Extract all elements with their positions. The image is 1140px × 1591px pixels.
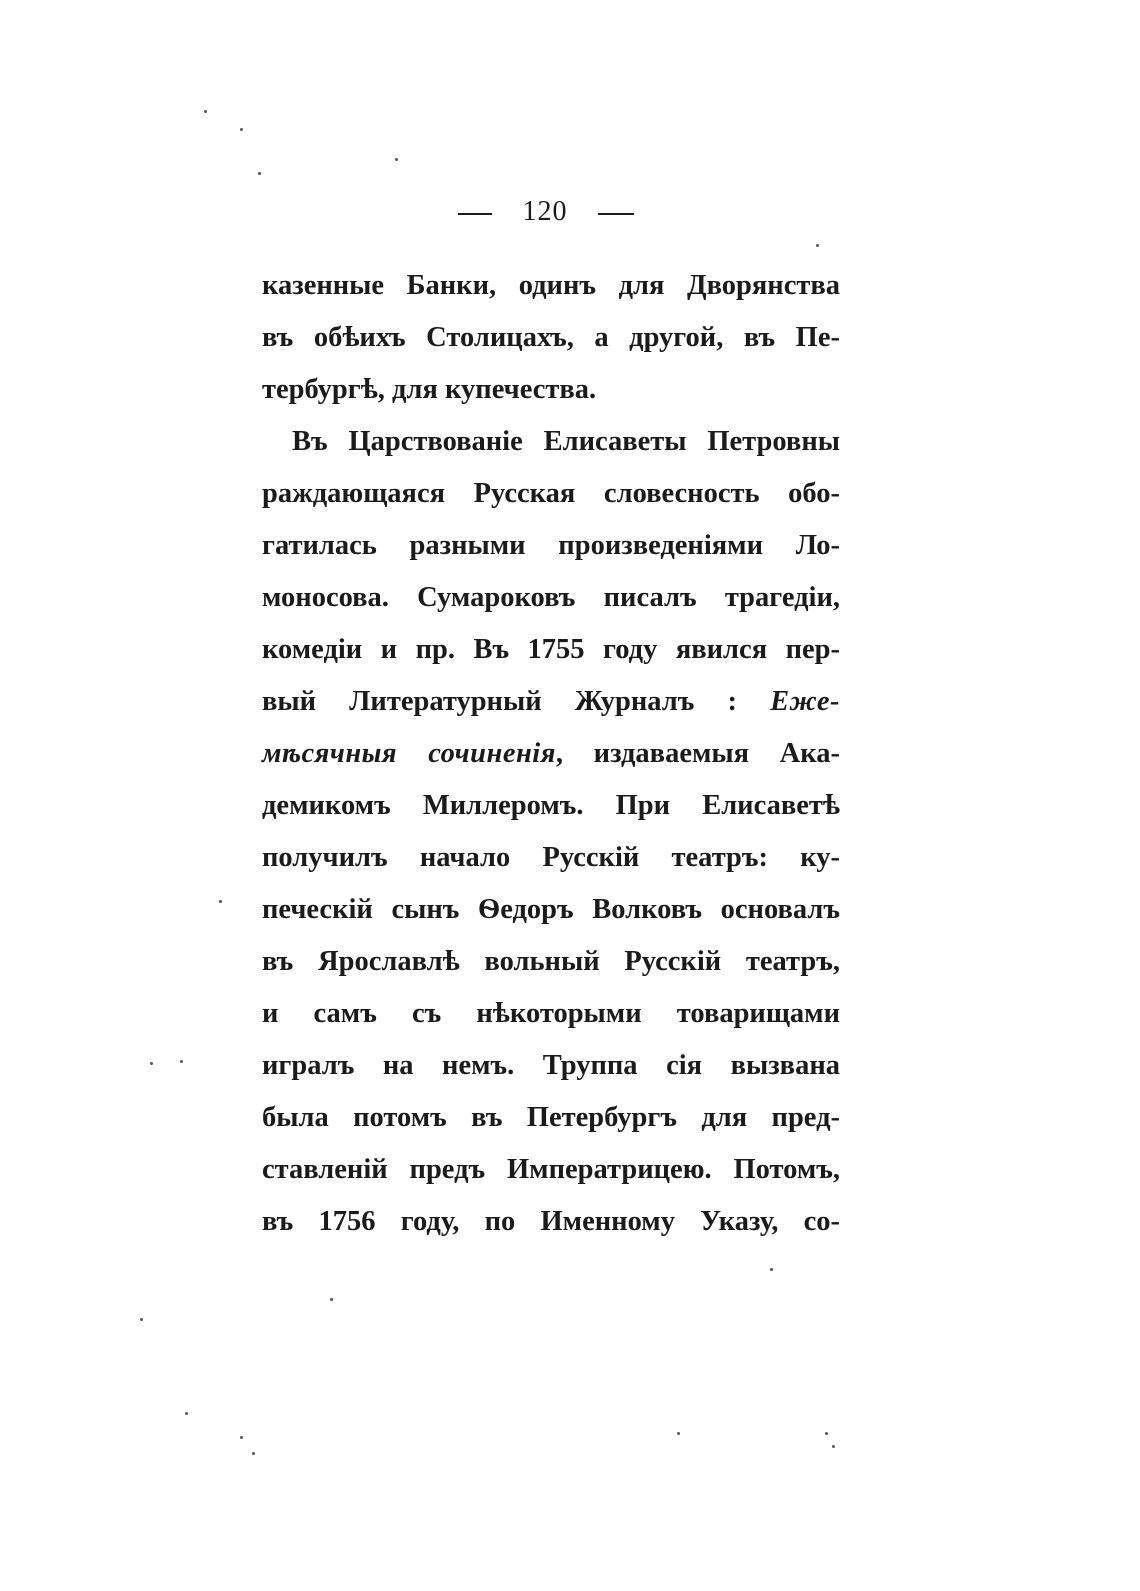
text-line-14: въ Ярославлѣ вольный Русскій театръ,	[262, 946, 840, 977]
scan-speck	[258, 172, 261, 175]
scan-speck	[150, 1062, 153, 1065]
text-line-6: гатилась разными произведеніями Ло-	[262, 530, 840, 561]
paragraph-start-line: Въ Царствованіе Елисаветы Петровны	[292, 426, 840, 457]
scan-speck	[185, 1412, 188, 1415]
scan-speck	[825, 1432, 828, 1435]
scan-speck	[816, 244, 819, 247]
journal-title-start: Еже-	[770, 686, 841, 717]
scan-speck	[204, 110, 207, 113]
text-line-1: казенные Банки, одинъ для Дворянства	[262, 270, 840, 301]
text-line-3: тербургѣ, для купечества.	[262, 374, 597, 405]
text-line-7: моносова. Сумароковъ писалъ трагедіи,	[262, 582, 840, 613]
scan-speck	[770, 1268, 773, 1271]
text-line-11: демикомъ Миллеромъ. При Елисаветѣ	[262, 790, 840, 821]
scan-speck	[240, 128, 243, 131]
scan-speck	[395, 158, 398, 161]
text-line-13: печескій сынъ Ѳедоръ Волковъ основалъ	[262, 894, 840, 925]
scan-speck	[219, 900, 222, 903]
text-line-17: была потомъ въ Петербургъ для пред-	[262, 1102, 840, 1133]
scan-speck	[140, 1318, 143, 1321]
header-dash-left	[458, 213, 492, 215]
scan-speck	[240, 1436, 243, 1439]
scan-speck	[330, 1298, 333, 1301]
text-line-15: и самъ съ нѣкоторыми товарищами	[262, 998, 840, 1029]
text-line-5: раждающаяся Русская словесность обо-	[262, 478, 840, 509]
text-line-19: въ 1756 году, по Именному Указу, со-	[262, 1206, 840, 1237]
text-line-8: комедіи и пр. Въ 1755 году явился пер-	[262, 634, 840, 665]
scan-speck	[832, 1445, 835, 1448]
text-line-18: ставленій предъ Императрицею. Потомъ,	[262, 1154, 840, 1185]
text-line-16: игралъ на немъ. Труппа сія вызвана	[262, 1050, 840, 1081]
scan-speck	[677, 1432, 680, 1435]
scan-speck	[252, 1452, 255, 1455]
text-line-12: получилъ начало Русскій театръ: ку-	[262, 842, 840, 873]
text-line-10	[262, 734, 840, 774]
header-dash-right	[598, 213, 634, 215]
text-line-9-text: вый Литературный Журналъ :	[262, 686, 737, 717]
page-number: 120	[522, 196, 568, 227]
scan-speck	[180, 1060, 183, 1063]
text-line-10-rest: , издаваемыя Ака-	[555, 738, 840, 769]
text-line-9	[262, 682, 840, 722]
journal-title-end: мѣсячныя сочиненія	[262, 738, 556, 769]
text-line-2: въ обѣихъ Столицахъ, а другой, въ Пе-	[262, 322, 840, 353]
page-header	[0, 194, 1140, 234]
